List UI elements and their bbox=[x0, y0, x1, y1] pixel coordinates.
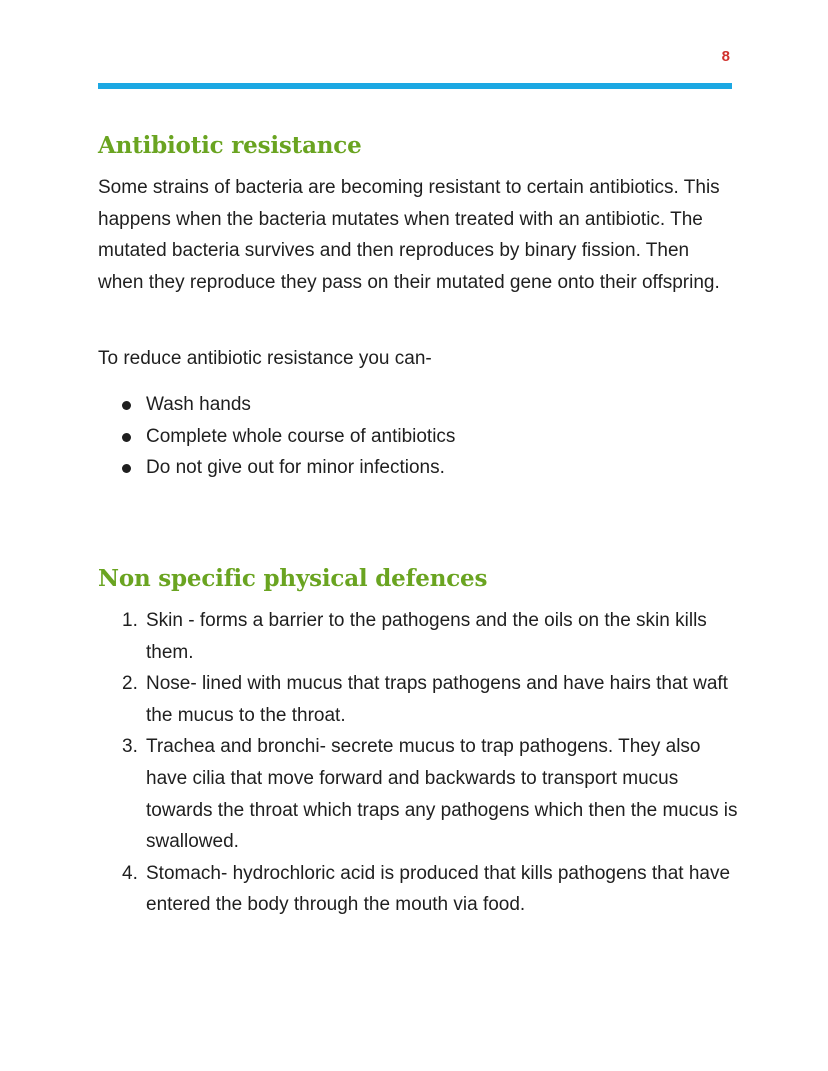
list-number: 4. bbox=[122, 862, 138, 884]
bullet-icon bbox=[122, 401, 131, 410]
list-item bbox=[98, 389, 455, 421]
list-item bbox=[98, 605, 738, 668]
list-number: 3. bbox=[122, 736, 138, 758]
list-item-text: Skin - forms a barrier to the pathogens and the oils on the skin kills them. bbox=[146, 610, 707, 663]
list-item-text: Wash hands bbox=[146, 394, 251, 415]
header-rule bbox=[98, 83, 732, 89]
list-item bbox=[98, 668, 738, 731]
antibiotic-resistance-paragraph: Some strains of bacteria are becoming resistant to certain antibiotics. This happens when the bacteria mutates when treated with an antibiotic. The mutated bacteria survives and then reproduces by binary fission. Then when they reproduce they pass on their mutated gene onto their offspring. bbox=[98, 177, 720, 293]
list-item-text: Trachea and bronchi- secrete mucus to trap pathogens. They also have cilia that move forward and backwards to transport mucus towards the throat which traps any pathogens which then the mucus is swallowed. bbox=[146, 736, 738, 853]
reduce-resistance-intro: To reduce antibiotic resistance you can- bbox=[98, 348, 432, 369]
list-number: 2. bbox=[122, 673, 138, 695]
list-item bbox=[98, 452, 455, 484]
bullet-icon bbox=[122, 464, 131, 473]
physical-defences-list bbox=[98, 605, 738, 921]
list-item-text: Do not give out for minor infections. bbox=[146, 457, 445, 479]
heading-antibiotic-resistance: Antibiotic resistance bbox=[98, 132, 362, 159]
list-item-text: Nose- lined with mucus that traps pathogens and have hairs that waft the mucus to the throat. bbox=[146, 673, 728, 726]
reduce-resistance-list bbox=[98, 389, 455, 484]
list-item bbox=[98, 858, 738, 921]
bullet-icon bbox=[122, 433, 131, 442]
list-item-text: Stomach- hydrochloric acid is produced that kills pathogens that have entered the body through the mouth via food. bbox=[146, 862, 731, 916]
page-number: 8 bbox=[721, 48, 730, 65]
heading-physical-defences: Non specific physical defences bbox=[98, 565, 488, 592]
list-item bbox=[98, 731, 738, 857]
list-item-text: Complete whole course of antibiotics bbox=[146, 425, 456, 447]
list-number: 1. bbox=[122, 610, 138, 631]
list-item bbox=[98, 421, 455, 453]
